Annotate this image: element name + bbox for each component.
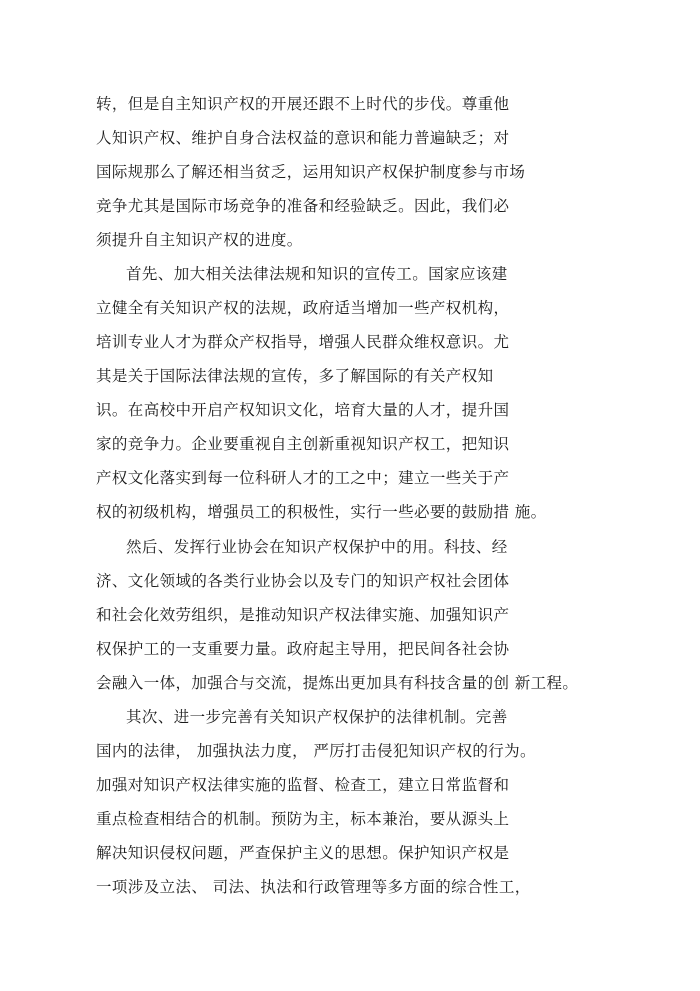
text-line: 培训专业人才为群众产权指导，增强人民群众维权意识。尤 (96, 333, 510, 351)
paragraph-start-line: 然后、发挥行业协会在知识产权保护中的用。科技、经 (126, 538, 508, 556)
text-line: 其是关于国际法律法规的宣传，多了解国际的有关产权知 (96, 367, 494, 385)
text-line: 产权文化落实到每一位科研人才的工之中；建立一些关于产 (96, 469, 510, 487)
text-line: 人知识产权、维护自身合法权益的意识和能力普遍缺乏；对 (96, 129, 510, 147)
text-line: 会融入一体，加强合与交流，提炼出更加具有科技含量的创 新工程。 (96, 674, 579, 692)
text-line: 须提升自主知识产权的进度。 (96, 231, 303, 249)
text-line: 国际规那么了解还相当贫乏，运用知识产权保护制度参与市场 (96, 163, 526, 181)
text-line: 权的初级机构，增强员工的积极性，实行一些必要的鼓励措 施。 (96, 503, 547, 521)
paragraph-start-line: 其次、进一步完善有关知识产权保护的法律机制。完善 (126, 708, 508, 726)
text-line: 和社会化效劳组织，是推动知识产权法律实施、加强知识产 (96, 606, 510, 624)
text-line: 转，但是自主知识产权的开展还跟不上时代的步伐。尊重他 (96, 95, 510, 113)
text-line: 解决知识侵权问题，严查保护主义的思想。保护知识产权是 (96, 844, 510, 862)
text-line: 济、文化领域的各类行业协会以及专门的知识产权社会团体 (96, 572, 510, 590)
text-line: 重点检查相结合的机制。预防为主，标本兼治，要从源头上 (96, 810, 510, 828)
text-line: 家的竞争力。企业要重视自主创新重视知识产权工，把知识 (96, 435, 510, 453)
text-line: 加强对知识产权法律实施的监督、检查工，建立日常监督和 (96, 776, 510, 794)
text-line: 竞争尤其是国际市场竞争的准备和经验缺乏。因此，我们必 (96, 197, 510, 215)
text-line: 权保护工的一支重要力量。政府起主导用，把民间各社会协 (96, 640, 510, 658)
paragraph-start-line: 首先、加大相关法律法规和知识的宣传工。国家应该建 (126, 265, 508, 283)
text-line: 识。在高校中开启产权知识文化，培育大量的人才，提升国 (96, 401, 510, 419)
text-line: 立健全有关知识产权的法规，政府适当增加一些产权机构， (96, 299, 510, 317)
text-line: 国内的法律， 加强执法力度， 严厉打击侵犯知识产权的行为。 (96, 742, 536, 760)
text-line: 一项涉及立法、 司法、执法和行政管理等多方面的综合性工， (96, 878, 531, 896)
